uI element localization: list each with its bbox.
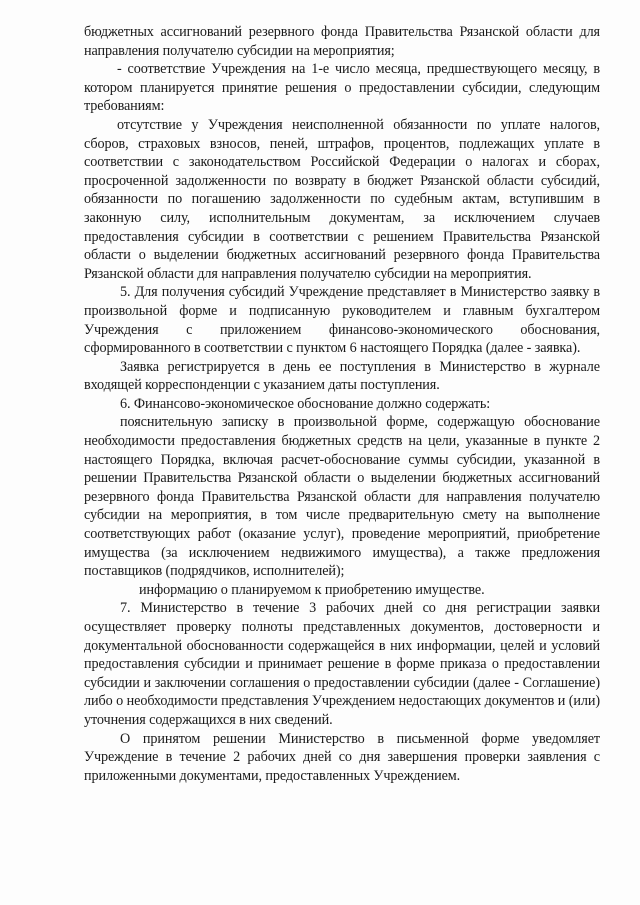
paragraph-budget-allocations: бюджетных ассигнований резервного фонда Правительства Рязанской области для направления получателю субсидии на мероприятия; — [84, 24, 600, 59]
paragraph-decision-notification: О принятом решении Министерство в письменной форме уведомляет Учреждение в течение 2 рабочих дней со дня завершения проверки заявления с приложенными документами, предоставленных Учреждением. — [84, 730, 600, 784]
paragraph-property-info: информацию о планируемом к приобретению имуществе. — [139, 581, 485, 598]
document-body — [84, 23, 600, 785]
paragraph-item-5-application: 5. Для получения субсидий Учреждение представляет в Министерство заявку в произвольной форме и подписанную руководителем и главным бухгалтером Учреждения с приложением финансово-экономического обоснования, сформированного в соответствии с пунктом 6 настоящего Порядка (далее - заявка). — [84, 284, 600, 357]
paragraph-item-7-review: 7. Министерство в течение 3 рабочих дней со дня регистрации заявки осуществляет проверку полноты представленных документов, достоверности и документальной обоснованности содержащейся в них информации, целей и условий предоставления субсидии и принимает решение в форме приказа о предоставлении субсидии и заключении соглашения о предоставлении субсидии (далее - Соглашение) либо о необходимости представления Учреждением недостающих документов и (или) уточнения содержащихся в них сведений. — [84, 600, 600, 728]
paragraph-item-6-justification: 6. Финансово-экономическое обоснование должно содержать: — [120, 395, 491, 412]
paragraph-no-tax-debt: отсутствие у Учреждения неисполненной обязанности по уплате налогов, сборов, страховых взносов, пеней, штрафов, процентов, подлежащих уплате в соответствии с законодательством Российской Федерации о налогах и сборах, просроченной задолженности по возврату в бюджет Рязанской области субсидий, обязанности по погашению задолженности по судебным актам, вступившим в законную силу, исполнительным документам, за исключением случаев предоставления субсидии в соответствии с решением Правительства Рязанской области о выделении бюджетных ассигнований резервного фонда Правительства Рязанской области для направления получателю субсидии на мероприятия. — [84, 116, 600, 282]
paragraph-application-registration: Заявка регистрируется в день ее поступления в Министерство в журнале входящей корреспонденции с указанием даты поступления. — [84, 358, 600, 394]
paragraph-compliance-requirements: - соответствие Учреждения на 1-е число месяца, предшествующего месяцу, в котором планируется принятие решения о предоставлении субсидии, следующим требованиям: — [84, 61, 600, 115]
paragraph-explanatory-note: пояснительную записку в произвольной форме, содержащую обоснование необходимости предоставления бюджетных средств на цели, указанные в пункте 2 настоящего Порядка, включая расчет-обоснование суммы субсидии, указанной в решении Правительства Рязанской области о выделении бюджетных ассигнований резервного фонда Правительства Рязанской области для направления получателю субсидии на мероприятия, в том числе предварительную смету на выполнение соответствующих работ (оказание услуг), проведение мероприятий, приобретение имущества (за исключением недвижимого имущества), а также предложения поставщиков (подрядчиков, исполнителей); — [84, 414, 600, 580]
